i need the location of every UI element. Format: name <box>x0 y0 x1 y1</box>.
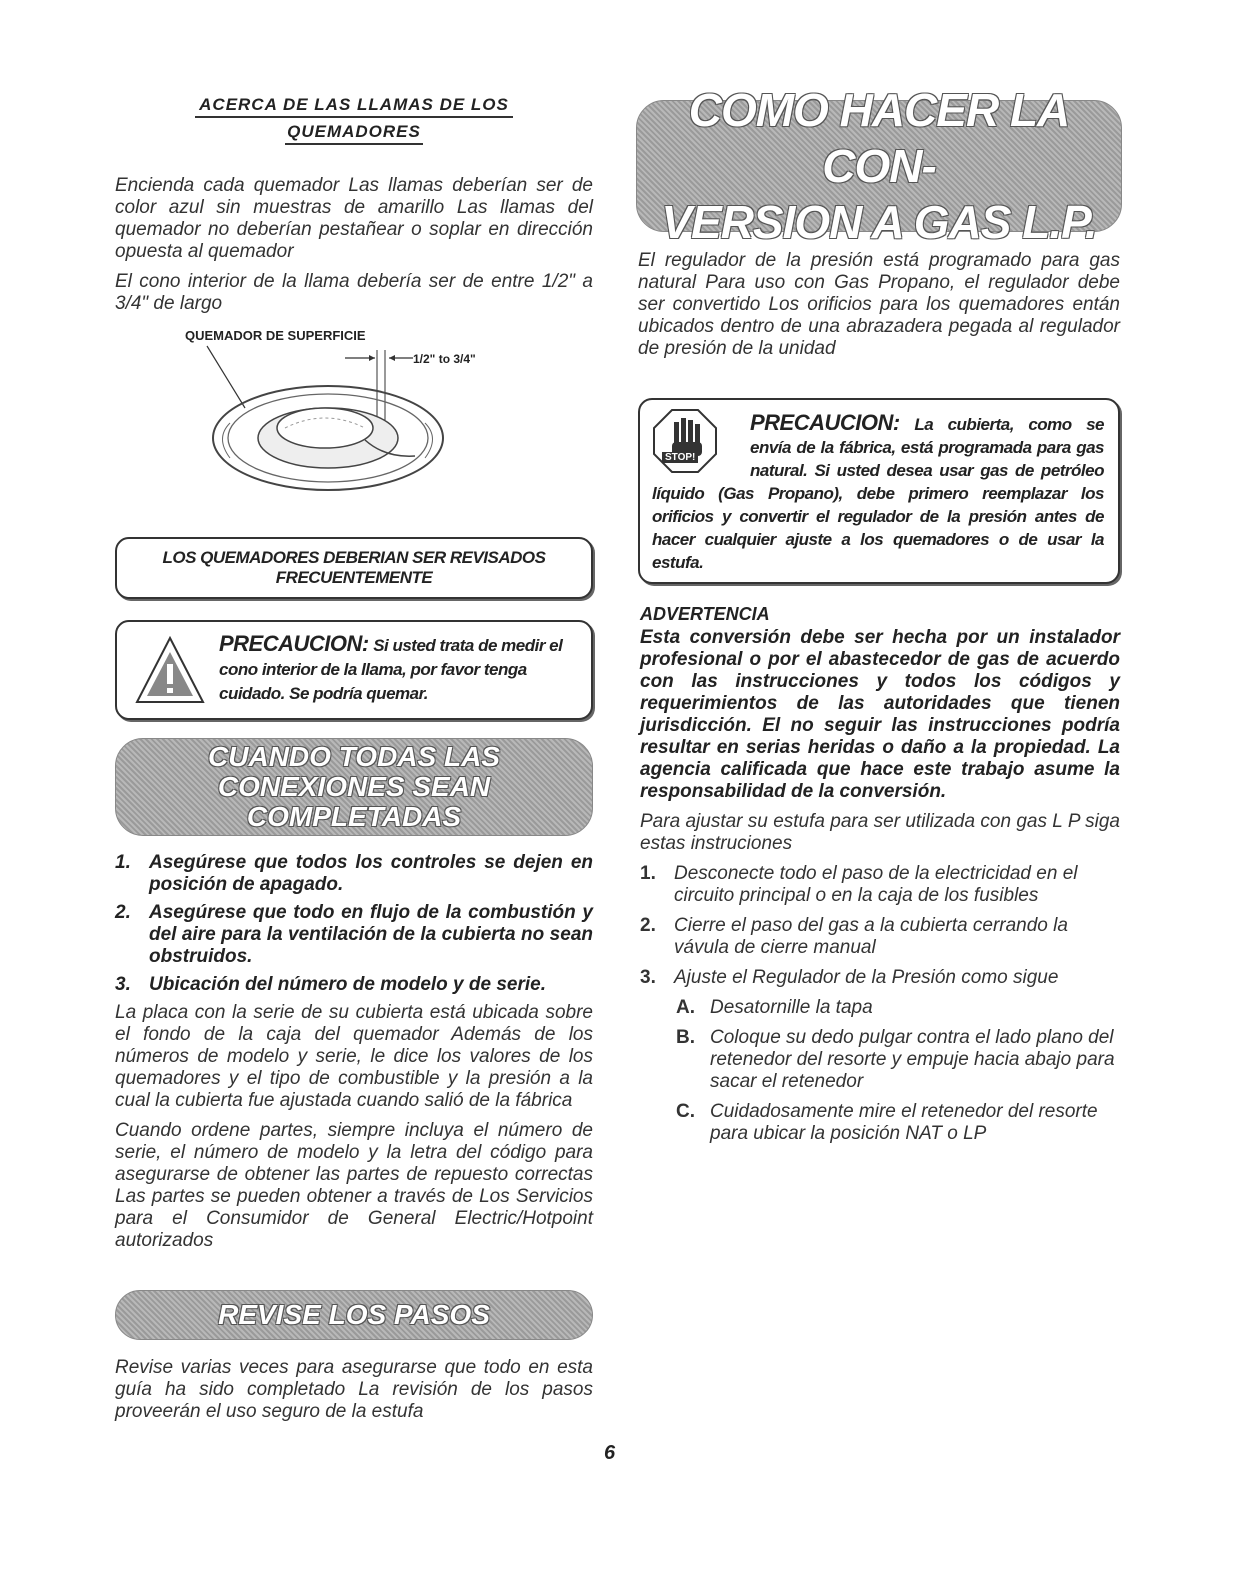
warning-text: Esta conversión debe ser hecha por un instalador profesional o por el abastecedor de gas de acuerdo con las instrucciones y todos los códigos y requerimientos de las autoridades que tienen jurisdicción. El no seguir las instrucciones podría resultar en serias heridas o daño a la propiedad. La agencia calificada que hace este trabajo asume la responsabilidad de la conversión. <box>640 627 1120 802</box>
list-item: A. Desatornille la tapa <box>676 997 873 1018</box>
section-heading-flames: ACERCA DE LAS LLAMAS DE LOS QUEMADORES <box>115 95 593 145</box>
banner-connections: CUANDO TODAS LAS CONEXIONES SEAN COMPLETADAS <box>115 738 593 836</box>
list-item: 2. Cierre el paso del gas a la cubierta cerrando la vávula de cierre manual <box>640 915 1068 958</box>
regulator-paragraph: El regulador de la presión está programado para gas natural Para uso con Gas Propano, el regulador debe ser convertido Los orificios para los quemadores entán ubicados dentro de una abrazadera pegada al regulador de presión de la unidad <box>638 250 1120 359</box>
serial-plate-paragraph: La placa con la serie de su cubierta está ubicada sobre el fondo de la caja del quemador Además de los números de modelo y serie, le dice los valores de los quemadores y el tipo de combustible y la presión a la cual la cubierta fue ajustada cuando salió de la fábrica <box>115 1002 593 1111</box>
page-number: 6 <box>604 1442 616 1464</box>
burner-drawing <box>185 328 525 508</box>
diagram-label: QUEMADOR DE SUPERFICIE <box>185 328 366 343</box>
list-item: 3. Ajuste el Regulador de la Presión como sigue <box>640 967 1059 988</box>
caution-label-right: PRECAUCION: <box>750 410 900 435</box>
warning-section <box>640 604 1120 1153</box>
substeps <box>640 997 1120 1145</box>
lp-intro-paragraph: Para ajustar su estufa para ser utilizada con gas L P siga estas instruciones <box>640 811 1120 854</box>
caution-label-left: PRECAUCION: <box>219 631 369 656</box>
list-item: C. Cuidadosamente mire el retenedor del resorte para ubicar la posición NAT o LP <box>676 1101 1098 1144</box>
order-parts-paragraph: Cuando ordene partes, siempre incluya el número de serie, el número de modelo y la letra del código para asegurarse de obtener las partes de repuesto correctas Las partes se pueden obtener a través de Los Servicios para el Consumidor de General Electric/Hotpoint autorizados <box>115 1120 593 1251</box>
caution-box-right: STOP! PRECAUCION: La cubierta, como se envía de la fábrica, está programada para gas natural. Si usted desea usar gas de petróleo líquido (Gas Propano), debe primero reemplazar los orificios y convertir el regulador de la presión antes de hacer cualquier ajuste a los quemadores o de usar la estufa. <box>638 398 1120 584</box>
list-item: 3. Ubicación del número de modelo y de serie. <box>115 974 546 995</box>
list-item: 1. Asegúrese que todos los controles se dejen en posición de apagado. <box>115 852 593 895</box>
left-column <box>115 95 593 323</box>
list-item: 1. Desconecte todo el paso de la electricidad en el circuito principal o en la caja de los fusibles <box>640 863 1078 906</box>
list-item: 2. Asegúrese que todo en flujo de la combustión y del aire para la ventilación de la cubierta no sean obstruidos. <box>115 902 593 967</box>
review-paragraph: Revise varias veces para asegurarse que todo en esta guía ha sido completado La revisión de los pasos proveerán el uso seguro de la estufa <box>115 1357 593 1422</box>
banner-review-steps: REVISE LOS PASOS <box>115 1290 593 1340</box>
list-item: B. Coloque su dedo pulgar contra el lado plano del retenedor del resorte y empuje hacia abajo para sacar el retenedor <box>676 1027 1115 1092</box>
cone-paragraph: El cono interior de la llama debería ser de entre 1/2" a 3/4" de largo <box>115 271 593 314</box>
warning-triangle-icon <box>135 636 205 706</box>
burner-diagram <box>185 328 525 508</box>
check-burners-box: LOS QUEMADORES DEBERIAN SER REVISADOS FRECUENTEMENTE <box>115 537 593 599</box>
banner-lp-conversion: COMO HACER LA CON- VERSION A GAS L.P. <box>636 100 1122 232</box>
warning-title: ADVERTENCIA <box>640 604 770 624</box>
flames-paragraph: Encienda cada quemador Las llamas deberían ser de color azul sin muestras de amarillo Las llamas del quemador no deberían pestañear o soplar en dirección opuesta al quemador <box>115 175 593 262</box>
caution-box-left: PRECAUCION: Si usted trata de medir el cono interior de la llama, por favor tenga cuidado. Se podría quemar. <box>115 620 593 720</box>
stop-label: STOP! <box>662 452 698 463</box>
left-steps <box>115 852 593 1260</box>
diagram-measure: 1/2" to 3/4" <box>413 352 476 366</box>
